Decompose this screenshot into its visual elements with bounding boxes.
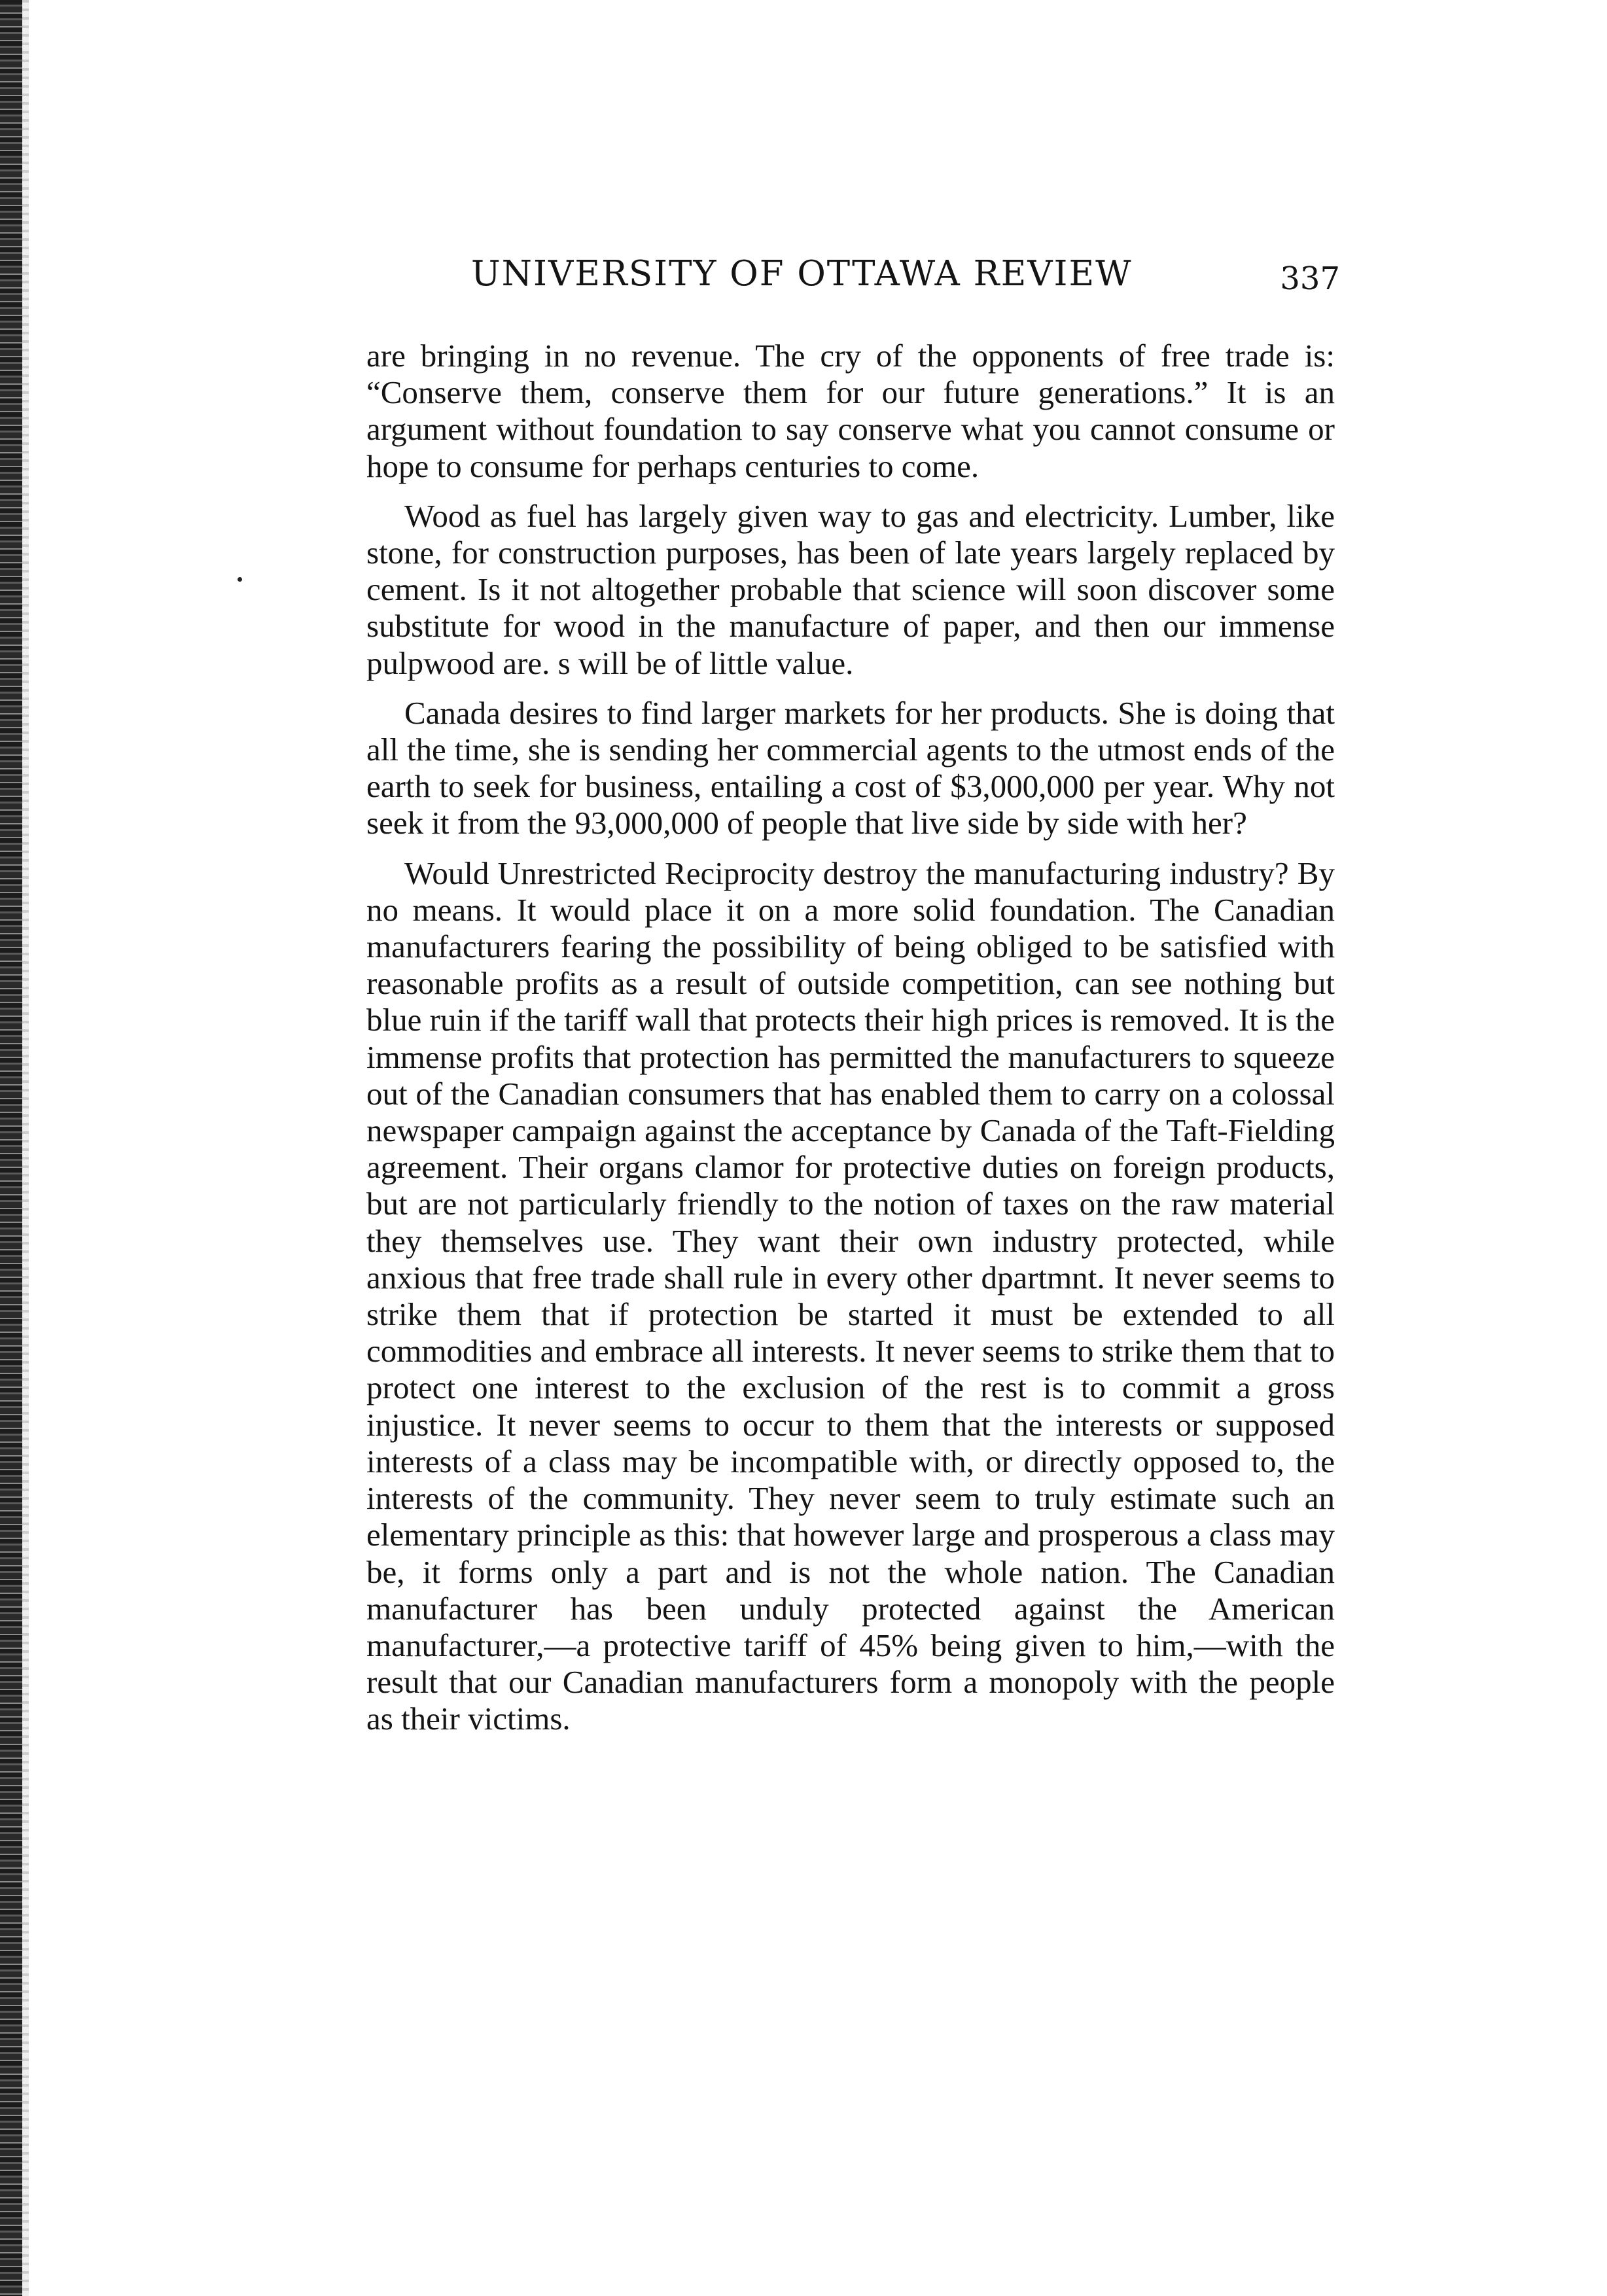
journal-title: UNIVERSITY OF OTTAWA REVIEW [471, 254, 1133, 294]
running-header [366, 254, 1340, 306]
margin-mark [238, 577, 242, 582]
page-binding-edge [0, 0, 22, 2296]
document-page [366, 254, 1340, 1751]
paragraph-1: are bringing in no revenue. The cry of the opponents of free trade is: “Conserve them, conserve them for our future generations.” It is an argument without foundation to say conserve what you cannot consume or hope to consume for perhaps centuries to come. [366, 338, 1335, 484]
paragraph-4: Would Unrestricted Reciprocity destroy the manufacturing industry? By no means. It would place it on a more solid foundation. The Canadian manufacturers fearing the possibility of being obliged to be satisfied with reasonable profits as a result of outside competition, can see nothing but blue ruin if the tariff wall that protects their high prices is removed. It is the immense profits that protection has permitted the manufacturers to squeeze out of the Canadian consumers that has enabled them to carry on a colossal newspaper campaign against the acceptance by Canada of the Taft-Fielding agreement. Their organs clamor for protective duties on foreign products, but are not particularly friendly to the notion of taxes on the raw material they themselves use. They want their own industry protected, while anxious that free trade shall rule in every other dpartmnt. It never seems to strike them that if protection be started it must be extended to all commodities and embrace all interests. It never seems to strike them that to protect one interest to the exclusion of the rest is to commit a gross injustice. It never seems to occur to them that the interests or supposed interests of a class may be incompatible with, or directly opposed to, the interests of the community. They never seem to truly estimate such an elementary principle as this: that however large and prosperous a class may be, it forms only a part and is not the whole nation. The Canadian manufacturer has been unduly protected against the American manufacturer,—a protective tariff of 45% being given to him,—with the result that our Canadian manufacturers form a monopoly with the people as their victims. [366, 855, 1335, 1737]
paragraph-3: Canada desires to find larger markets for her products. She is doing that all the time, she is sending her commercial agents to the utmost ends of the earth to seek for business, entailing a cost of $3,000,000 per year. Why not seek it from the 93,000,000 of people that live side by side with her? [366, 694, 1335, 841]
page-number: 337 [1280, 260, 1340, 297]
paragraph-2: Wood as fuel has largely given way to gas and electricity. Lumber, like stone, for construction purposes, has been of late years largely replaced by cement. Is it not altogether probable that science will soon discover some substitute for wood in the manufacture of paper, and then our immense pulpwood are. s will be of little value. [366, 497, 1335, 681]
article-body [366, 338, 1335, 1738]
